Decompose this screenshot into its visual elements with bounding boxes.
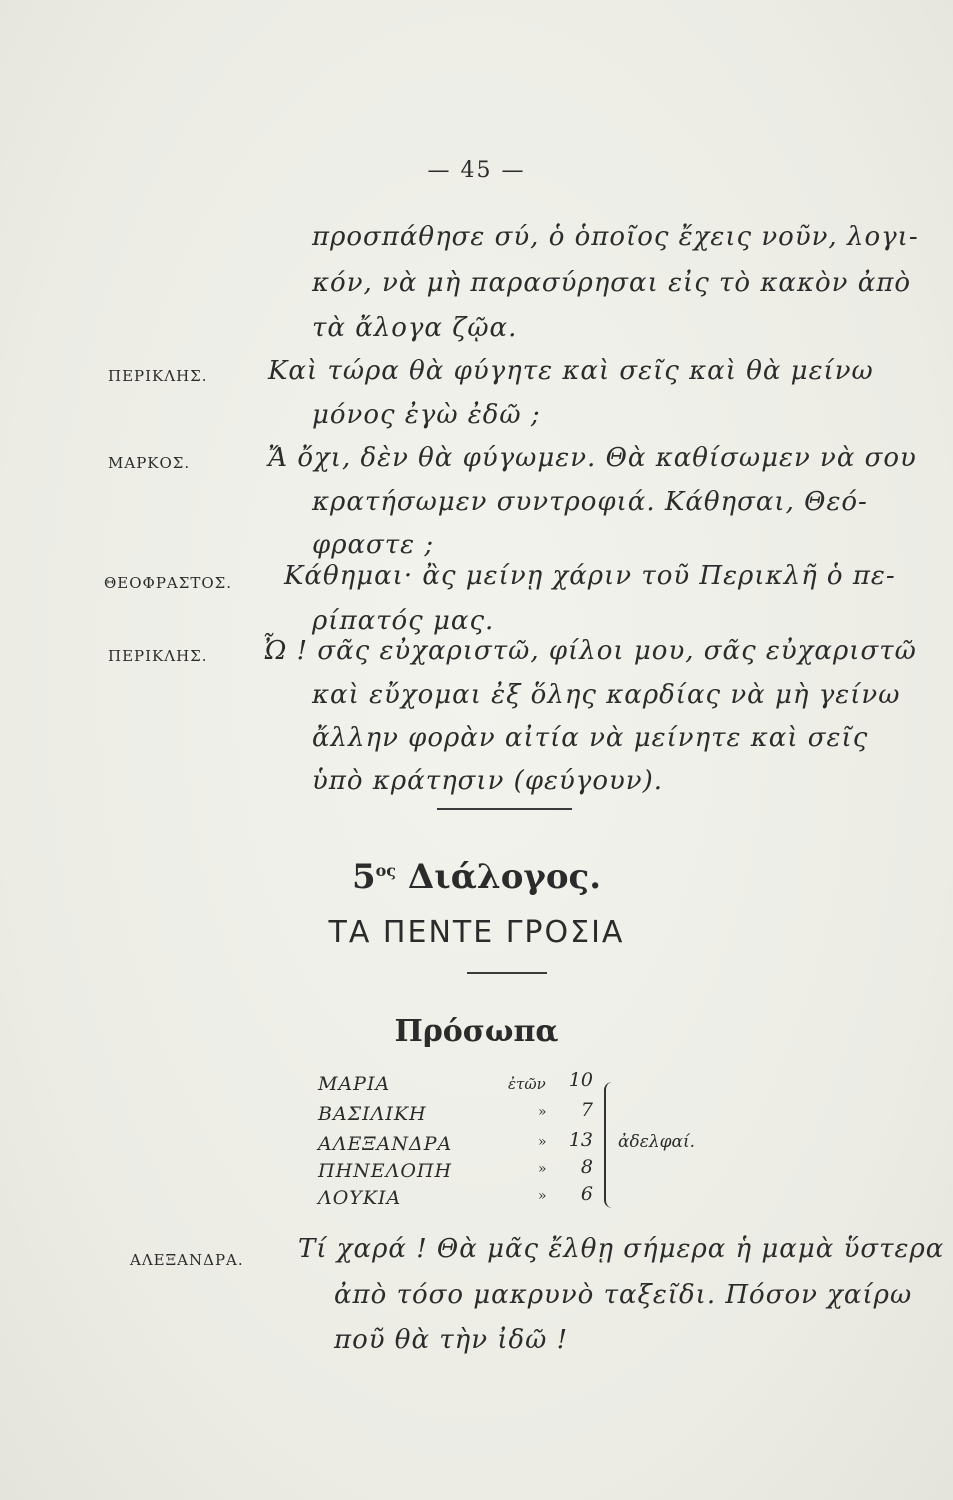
dialogue-line: ἀπὸ τόσο μακρυνὸ ταξεῖδι. Πόσον χαίρω — [334, 1280, 913, 1310]
speaker-name: ΜΑΡΚΟΣ. — [108, 454, 191, 472]
cast-age: 8 — [580, 1156, 593, 1178]
dialog-number: 5 — [351, 857, 376, 897]
dialogue-line: καὶ εὔχομαι ἐξ ὅλης καρδίας νὰ μὴ γείνω — [312, 680, 901, 710]
cast-ditto-mark: » — [538, 1104, 547, 1120]
cast-name: ΜΑΡΙΑ — [318, 1073, 391, 1095]
dialogue-line: κόν, νὰ μὴ παρασύρησαι εἰς τὸ κακὸν ἀπὸ — [312, 268, 912, 298]
cast-age-unit: ἐτῶν — [508, 1075, 546, 1093]
dialog-number-suffix: ος — [375, 861, 397, 880]
cast-age: 7 — [580, 1099, 593, 1121]
dialog-heading-word: Διάλογος. — [407, 857, 602, 897]
page-number: — 45 — — [427, 158, 526, 183]
dialogue-line: Ἄ ὄχι, δὲν θὰ φύγωμεν. Θὰ καθίσωμεν νὰ σου — [268, 443, 917, 473]
title-divider — [467, 972, 547, 974]
dialogue-line: ἄλλην φορὰν αἰτία νὰ μείνητε καὶ σεῖς — [312, 723, 869, 753]
play-title: ΤΑ ΠΕΝΤΕ ΓΡΟΣΙΑ — [328, 915, 625, 950]
cast-ditto-mark: » — [538, 1134, 547, 1150]
cast-note: ἀδελφαί. — [618, 1132, 696, 1152]
dialogue-line: ὑπὸ κράτησιν (φεύγουν). — [312, 766, 663, 796]
cast-ditto-mark: » — [538, 1161, 547, 1177]
cast-name: ΠΗΝΕΛΟΠΗ — [318, 1160, 453, 1182]
dialogue-line: Κάθημαι· ἂς μείνῃ χάριν τοῦ Περικλῆ ὁ πε- — [284, 561, 896, 591]
speaker-name: ΠΕΡΙΚΛΗΣ. — [108, 367, 208, 385]
dialog-heading — [0, 857, 953, 897]
dialogue-line: φραστε ; — [312, 530, 435, 560]
cast-ditto-mark: » — [538, 1188, 547, 1204]
cast-name: ΒΑΣΙΛΙΚΗ — [318, 1103, 427, 1125]
section-divider — [437, 808, 572, 810]
cast-age: 6 — [580, 1183, 593, 1205]
dialogue-line: ποῦ θὰ τὴν ἰδῶ ! — [334, 1325, 569, 1355]
dialogue-line: τὰ ἄλογα ζῷα. — [312, 313, 518, 343]
cast-age: 10 — [568, 1069, 593, 1091]
dialogue-line: Ὦ ! σᾶς εὐχαριστῶ, φίλοι μου, σᾶς εὐχαριστῶ — [262, 636, 917, 666]
persons-heading: Πρόσωπα — [394, 1014, 559, 1049]
cast-age: 13 — [568, 1129, 593, 1151]
dialogue-line: Τί χαρά ! Θὰ μᾶς ἔλθῃ σήμερα ἡ μαμὰ ὕστερα — [298, 1234, 945, 1264]
dialogue-line: Καὶ τώρα θὰ φύγητε καὶ σεῖς καὶ θὰ μείνω — [268, 356, 874, 386]
speaker-name: ΑΛΕΞΑΝΔΡΑ. — [130, 1251, 244, 1269]
cast-name: ΛΟΥΚΙΑ — [318, 1187, 402, 1209]
dialogue-line: κρατήσωμεν συντροφιά. Κάθησαι, Θεό- — [312, 487, 868, 517]
speaker-name: ΘΕΟΦΡΑΣΤΟΣ. — [104, 574, 233, 592]
dialogue-line: μόνος ἐγὼ ἐδῶ ; — [312, 400, 541, 430]
cast-name: ΑΛΕΞΑΝΔΡΑ — [318, 1133, 453, 1155]
speaker-name: ΠΕΡΙΚΛΗΣ. — [108, 647, 208, 665]
dialogue-line: ρίπατός μας. — [312, 606, 495, 636]
brace-icon — [604, 1082, 612, 1208]
dialogue-line: προσπάθησε σύ, ὁ ὁποῖος ἔχεις νοῦν, λογι- — [312, 222, 919, 252]
